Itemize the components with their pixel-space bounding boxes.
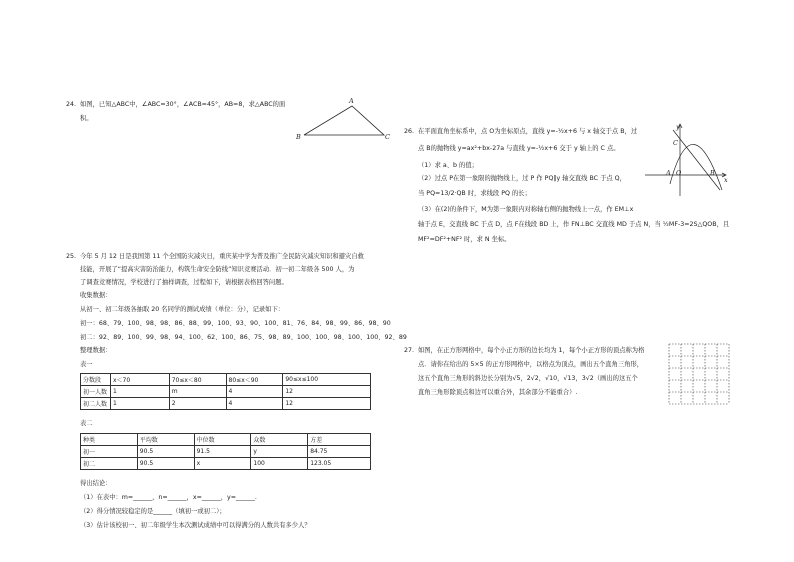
q26-sub1: （1）求 a、b 的值； <box>418 162 478 169</box>
table-cell: 4 <box>226 398 283 410</box>
table-cell: 2 <box>169 398 226 410</box>
table-cell: 12 <box>283 398 371 410</box>
table-cell: 4 <box>226 386 283 398</box>
label-o: O <box>676 169 682 177</box>
table2-title: 表二 <box>80 420 93 427</box>
q25-grade1-scores: 初一：68、79、100、98、98、86、88、99、100、93、90、100、81、76、84、98、99、86、98、90 <box>80 320 391 327</box>
table2 <box>80 433 371 470</box>
q27-text-line3: 这五个直角三角形的斜边长分别为√5，2√2，√10，√13，3√2（画出的这五个 <box>418 375 638 382</box>
q25-organize-label: 整理数据： <box>80 347 112 354</box>
label-c: C <box>385 133 390 141</box>
table-cell: 初一人数 <box>81 386 111 398</box>
q27-text-line2: 点．请你在给出的 5×5 的正方形网格中，以格点为顶点，画出五个直角三角形， <box>418 361 644 368</box>
q27-text-line4: 直角三角形除顶点和边可以重合外，其余部分不能重合）. <box>418 389 578 396</box>
table-cell: 1 <box>110 398 169 410</box>
q26-text-line2: 点 B的抛物线 y=ax²+bx-27a 与直线 y=-½x+6 交于 y 轴上的 C 点。 <box>418 145 620 152</box>
table-cell: x <box>194 458 251 470</box>
table-cell: 初二人数 <box>81 398 111 410</box>
table1-title: 表一 <box>80 361 93 368</box>
table-cell: 70≤x＜80 <box>169 374 226 386</box>
table-cell: x＜70 <box>110 374 169 386</box>
table-cell: 初一 <box>81 446 138 458</box>
label-c: C <box>673 139 678 147</box>
label-b: B <box>710 169 715 177</box>
q25-grade2-scores: 初二：92、89、100、99、98、94、100、62、100、86、75、98、89、100、100、98、100、100、92、89 <box>80 334 407 341</box>
table-cell: 90.5 <box>137 446 194 458</box>
table-cell: 100 <box>251 458 308 470</box>
q25-description: 从初一、初二年级各抽取 20 名同学的测试成绩（单位：分），记录如下： <box>80 306 285 313</box>
q25-conclude-label: 得出结论： <box>80 480 112 487</box>
table-cell: 种类 <box>81 434 138 446</box>
q24-text-line2: 积。 <box>80 115 93 122</box>
label-b: B <box>296 133 301 141</box>
table1 <box>80 373 371 410</box>
q27-text-line1: 如图，在正方形网格中，每个小正方形的边长均为 1，每个小正方形的顶点称为格 <box>418 347 645 354</box>
q26-text-line1: 在平面直角坐标系中，点 O为坐标原点，直线 y=-½x+6 与 x 轴交于点 B，过 <box>418 128 638 135</box>
q25-sub2: （2）得分情况较稳定的是______（填初一或初二）； <box>80 508 226 515</box>
q25-sub1: （1）在表中：m=______，n=______，x=______，y=______. <box>80 494 257 501</box>
q25-text-line2: 技能，开展了“提高灾害防治能力，构筑生命安全防线”知识竞赛活动．初一初二年级各 500 人，为 <box>80 266 355 273</box>
q24-number: 24. <box>66 101 77 108</box>
table-cell: 初二 <box>81 458 138 470</box>
table-cell: 90≤x≤100 <box>283 374 371 386</box>
table-cell: y <box>251 446 308 458</box>
label-a: A <box>666 169 671 177</box>
q24-text-line1: 如图，已知△ABC中，∠ABC=30°，∠ACB=45°，AB=8，求△ABC的面 <box>80 101 286 108</box>
triangle-abc-figure <box>295 95 395 145</box>
square-grid-figure <box>668 343 730 405</box>
q25-sub3: （3）估计该校初一、初二年级学生本次测试成绩中可以得满分的人数共有多少人？ <box>80 522 311 529</box>
table-cell: 平均数 <box>137 434 194 446</box>
table-row <box>81 434 371 446</box>
q26-sub3c: MF²=DF²+NF² 时，求 N 坐标。 <box>418 236 511 243</box>
table-cell: 众数 <box>251 434 308 446</box>
q26-sub3b: 轴于点 E，交直线 BC 于点 D，点 F在线段 BD 上，作 FN⊥BC 交直线 MD 于点 N，当 ½MF-3=2S△QOB，且 <box>418 221 730 228</box>
table-cell: 80≤x＜90 <box>226 374 283 386</box>
table-cell: 中位数 <box>194 434 251 446</box>
table-row <box>81 374 371 386</box>
q25-number: 25. <box>66 253 77 260</box>
q26-sub3: （3）在(2)的条件下，M为第一象限内对称轴右侧的抛物线上一点，作 EM⊥x <box>418 206 634 213</box>
q25-text-line3: 了调查竞赛情况，学校进行了抽样调查，过程如下，请根据表格回答问题。 <box>80 279 288 286</box>
label-x: x <box>724 176 728 184</box>
label-a: A <box>349 97 354 105</box>
parabola-figure <box>640 120 730 200</box>
table-cell: 91.5 <box>194 446 251 458</box>
q26-sub2b: 当 PQ=13/2·QB 时，求线段 PQ 的长； <box>418 190 531 197</box>
table-row <box>81 458 371 470</box>
table-cell: 123.05 <box>308 458 371 470</box>
table-cell: 分数段 <box>81 374 111 386</box>
q25-collect-label: 收集数据： <box>80 292 112 299</box>
table-cell: 84.75 <box>308 446 371 458</box>
table-row <box>81 446 371 458</box>
label-y: y <box>676 123 680 131</box>
table-cell: 1 <box>110 386 169 398</box>
q26-sub2: （2）过点 P在第一象限的抛物线上，过 P 作 PQ∥y 轴交直线 BC 于点 Q， <box>418 175 626 182</box>
table-row <box>81 386 371 398</box>
q26-number: 26. <box>404 128 415 135</box>
q27-number: 27. <box>404 347 415 354</box>
table-row <box>81 398 371 410</box>
table-cell: 90.5 <box>137 458 194 470</box>
q25-text-line1: 今年 5 月 12 日是我国第 11 个全国防灾减灾日，重庆某中学为普及推广全民防灾减灾知识和避灾自救 <box>80 253 364 260</box>
table-cell: 方差 <box>308 434 371 446</box>
table-cell: 12 <box>283 386 371 398</box>
table-cell: m <box>169 386 226 398</box>
